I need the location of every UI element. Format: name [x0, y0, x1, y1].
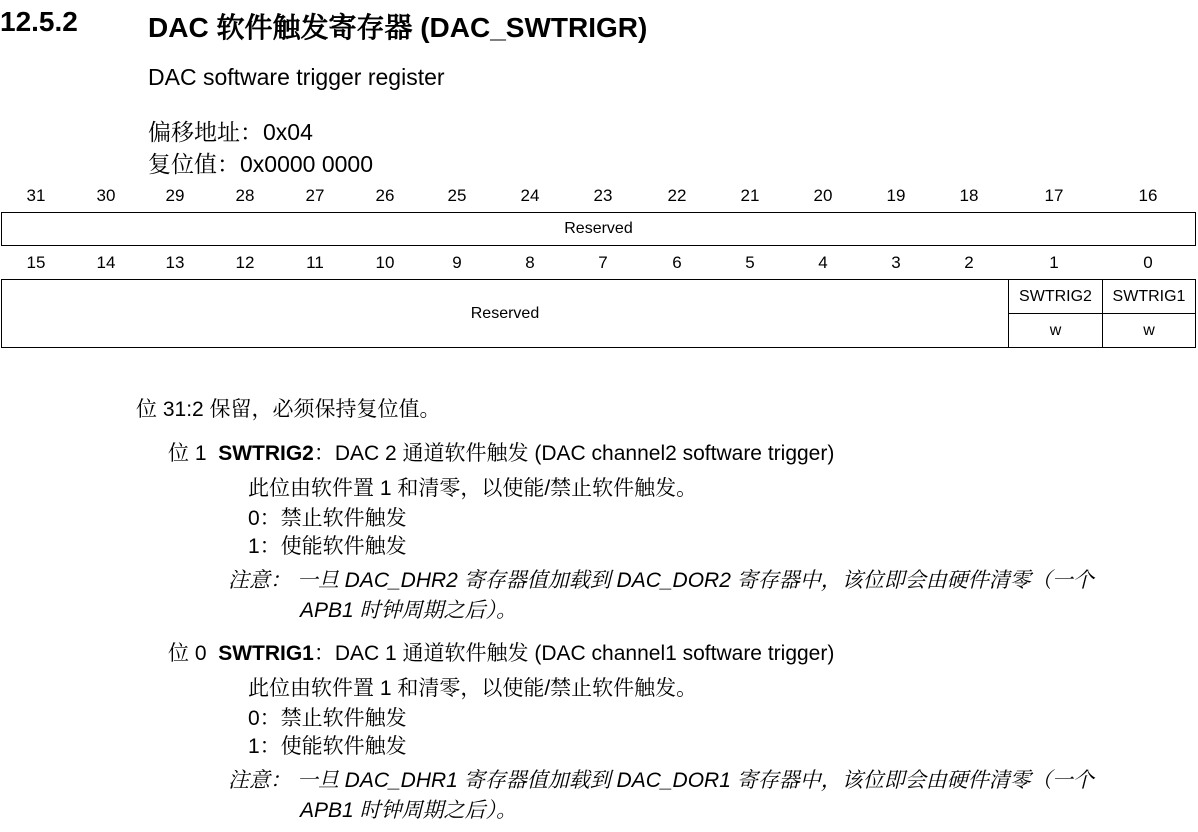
- bit-0-name: SWTRIG1: [218, 642, 314, 665]
- bit-number: 11: [306, 253, 324, 272]
- bit-number: 27: [305, 186, 325, 205]
- bit-number: 3: [891, 253, 901, 272]
- reserved-upper-field: Reserved: [1, 212, 1196, 246]
- section-title: DAC 软件触发寄存器 (DAC_SWTRIGR): [148, 12, 648, 43]
- bit-number: 31: [26, 186, 46, 205]
- bit-0-line: 0：禁止软件触发: [248, 707, 407, 730]
- bit-number: 30: [96, 186, 116, 205]
- bit-number: 16: [1138, 186, 1158, 205]
- bit-number: 8: [525, 253, 535, 272]
- swtrig2-access: w: [1008, 313, 1103, 348]
- bit-1-note: 注意： 一旦 DAC_DHR2 寄存器值加载到 DAC_DOR2 寄存器中，该位即会由硬件清零（一个: [228, 569, 1094, 592]
- bit-number: 19: [886, 186, 906, 205]
- bit-number: 5: [745, 253, 755, 272]
- bit-number: 0: [1143, 253, 1153, 272]
- swtrig1-access: w: [1102, 313, 1196, 348]
- bit-number: 7: [598, 253, 608, 272]
- swtrig1-field: SWTRIG1: [1102, 279, 1196, 314]
- reserved-lower-field: Reserved: [1, 279, 1009, 348]
- bit-number: 9: [452, 253, 462, 272]
- section-number: 12.5.2: [0, 6, 78, 37]
- bit-1-note-cont: APB1 时钟周期之后）。: [300, 599, 518, 622]
- offset-address: 偏移地址：0x04: [148, 119, 313, 145]
- bit-1-title: ：DAC 2 通道软件触发 (DAC channel2 software trigger): [313, 442, 835, 465]
- bit-number: 10: [375, 253, 395, 272]
- bit-0-title: ：DAC 1 通道软件触发 (DAC channel1 software trigger): [313, 642, 835, 665]
- bit-number: 15: [26, 253, 46, 272]
- bit-number: 2: [964, 253, 974, 272]
- bit-number: 17: [1044, 186, 1064, 205]
- bit-number: 6: [672, 253, 682, 272]
- bit-number: 22: [667, 186, 687, 205]
- reset-value: 复位值：0x0000 0000: [148, 151, 374, 177]
- bits-31-2-description: 位 31:2 保留，必须保持复位值。: [136, 398, 441, 421]
- bit-0-heading: [168, 637, 834, 667]
- bit-1-heading: [168, 437, 834, 467]
- bit-0-note: 注意： 一旦 DAC_DHR1 寄存器值加载到 DAC_DOR1 寄存器中，该位即会由硬件清零（一个: [228, 769, 1094, 792]
- bit-number: 18: [959, 186, 979, 205]
- bit-number: 12: [235, 253, 255, 272]
- bit-1-line: 此位由软件置 1 和清零，以使能/禁止软件触发。: [248, 477, 698, 500]
- bit-number: 4: [818, 253, 828, 272]
- swtrig2-field: SWTRIG2: [1008, 279, 1103, 314]
- bit-number: 23: [593, 186, 613, 205]
- register-subtitle: DAC software trigger register: [148, 64, 445, 90]
- bit-1-name: SWTRIG2: [218, 442, 314, 465]
- bit-number: 26: [375, 186, 395, 205]
- bit-number: 20: [813, 186, 833, 205]
- bit-number: 24: [520, 186, 540, 205]
- bit-number: 28: [235, 186, 255, 205]
- bit-0-line: 此位由软件置 1 和清零，以使能/禁止软件触发。: [248, 677, 698, 700]
- bit-1-line: 0：禁止软件触发: [248, 507, 407, 530]
- bit-0-note-cont: APB1 时钟周期之后）。: [300, 799, 518, 822]
- bit-number: 13: [165, 253, 185, 272]
- bit-number: 25: [447, 186, 467, 205]
- bit-0-label: 位 0: [168, 642, 207, 665]
- bit-1-line: 1：使能软件触发: [248, 535, 407, 558]
- bit-number: 14: [96, 253, 116, 272]
- bit-number: 21: [740, 186, 760, 205]
- bit-number: 29: [165, 186, 185, 205]
- bit-number: 1: [1049, 253, 1059, 272]
- bit-1-label: 位 1: [168, 442, 207, 465]
- bit-0-line: 1：使能软件触发: [248, 735, 407, 758]
